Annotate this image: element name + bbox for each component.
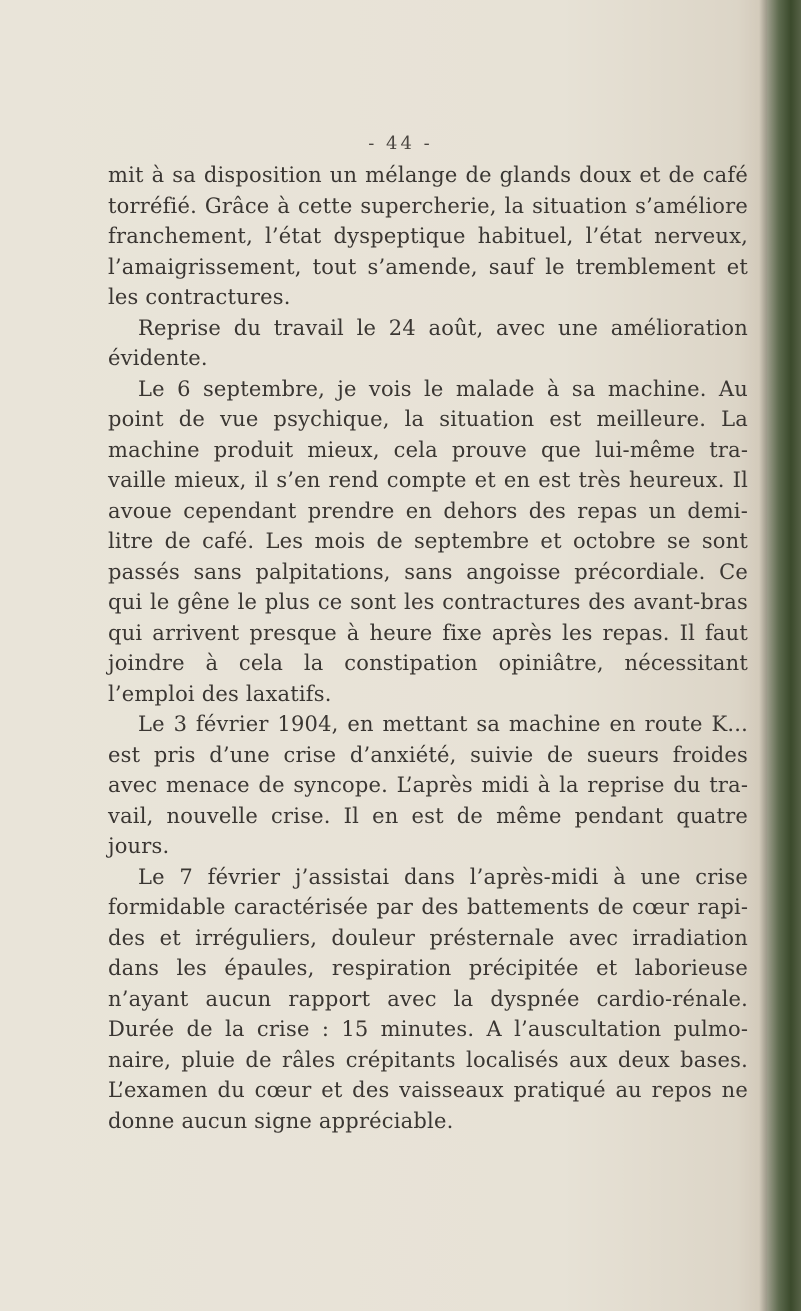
book-binding-edge	[767, 0, 801, 1311]
paragraph-2: Reprise du travail le 24 août, avec une amélioration évidente.	[108, 315, 748, 370]
page-number: - 44 -	[368, 133, 433, 154]
paragraph-1: mit à sa disposition un mélange de glands doux et de café torréfié. Grâce à cette supercherie, la situation s’améliore franchement, l’état dyspeptique habituel, l’état nerveux, l’amaigrissement, tout s’amende, sauf le tremblement et les contractures.	[108, 163, 748, 309]
paragraph-3: Le 6 septembre, je vois le malade à sa machine. Au point de vue psychique, la situation est meilleure. La machine produit mieux, cela prouve que lui-même travaille mieux, il s’en rend compte et en est très heureux. Il avoue cependant prendre en dehors des repas un demi-litre de café. Les mois de septembre et octobre se sont passés sans palpitations, sans angoisse précordiale. Ce qui le gêne le plus ce sont les contractures des avant-bras qui arrivent presque à heure fixe après les repas. Il faut joindre à cela la constipation opiniâtre, nécessitant l’emploi des laxatifs.	[108, 376, 748, 706]
paragraph-4: Le 3 février 1904, en mettant sa machine en route K... est pris d’une crise d’anxiété, suivie de sueurs froides avec menace de syncope. L’après midi à la reprise du travail, nouvelle crise. Il en est de même pendant quatre jours.	[108, 712, 748, 858]
paragraph-5: Le 7 février j’assistai dans l’après-midi à une crise formidable caractérisée par des battements de cœur rapides et irréguliers, douleur présternale avec irradiation dans les épaules, respiration précipitée et laborieuse n’ayant aucun rapport avec la dyspnée cardio-rénale. Durée de la crise : 15 minutes. A l’auscultation pulmonaire, pluie de râles crépitants localisés aux deux bases. L’examen du cœur et des vaisseaux pratiqué au repos ne donne aucun signe appréciable.	[108, 864, 748, 1133]
body-text	[108, 160, 748, 1136]
